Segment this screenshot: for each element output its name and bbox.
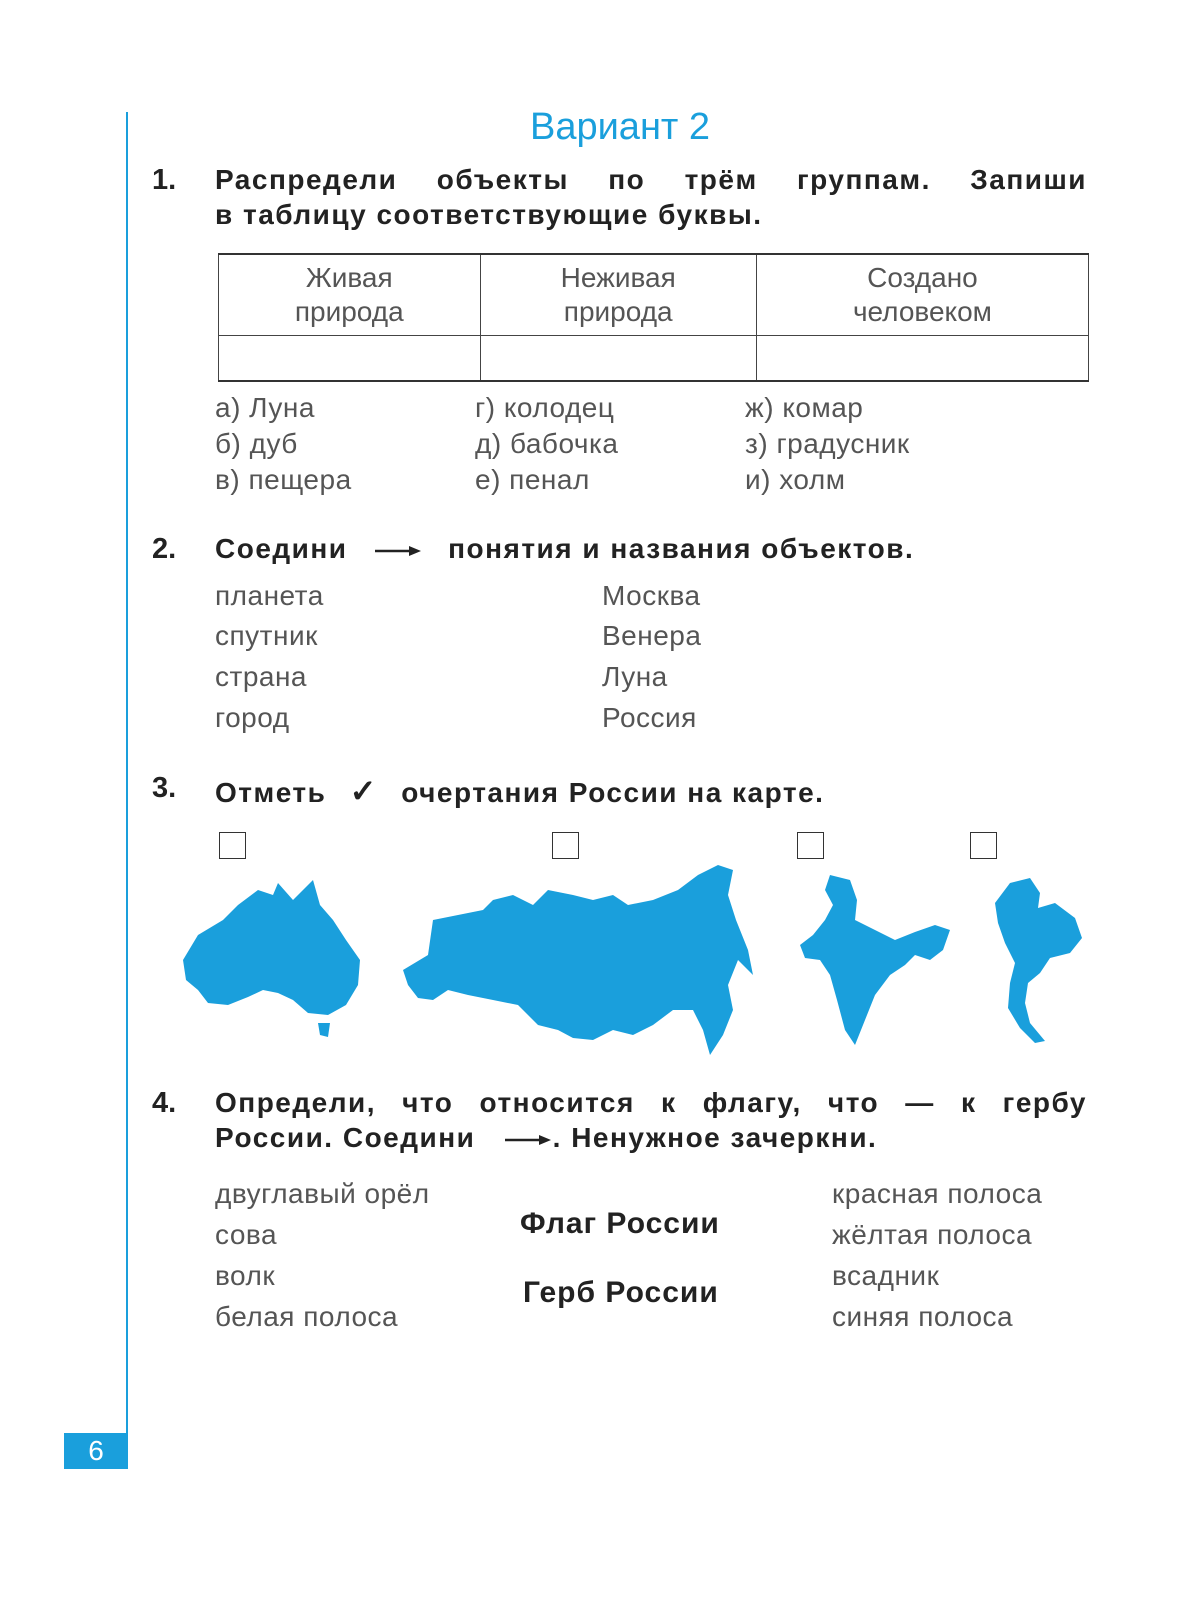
task3-text: Отметь (215, 777, 327, 808)
header-text: природа (563, 296, 673, 327)
arrow-icon (373, 544, 423, 558)
answer-cell-nonliving[interactable] (480, 336, 756, 382)
task1-instruction-line2: в таблицу соответствующие буквы. (215, 199, 763, 230)
task2-text: Соедини (215, 533, 348, 564)
symbol-item[interactable]: синяя полоса (832, 1301, 1014, 1332)
object-item[interactable]: Луна (602, 661, 668, 692)
symbol-item[interactable]: двуглавый орёл (215, 1178, 430, 1209)
object-item[interactable]: Венера (602, 620, 702, 651)
item: г) колодец (475, 392, 615, 423)
checkbox-russia[interactable] (552, 832, 579, 859)
task4-number: 4. (152, 1087, 177, 1119)
thailand-map-icon (990, 873, 1085, 1048)
page-number: 6 (64, 1433, 128, 1469)
task1-instruction-line1: Распредели объекты по трём группам. Запиши (215, 164, 1087, 195)
symbol-item[interactable]: сова (215, 1219, 278, 1250)
header-text: Живая (305, 262, 393, 293)
task4-instruction-line1: Определи, что относится к флагу, что — к гербу (215, 1087, 1087, 1118)
symbol-item[interactable]: красная полоса (832, 1178, 1043, 1209)
australia-map-icon (178, 875, 368, 1045)
task2-instruction (215, 533, 914, 565)
header-text: Создано (867, 262, 978, 293)
india-map-icon (795, 870, 955, 1050)
symbol-item[interactable]: волк (215, 1260, 276, 1291)
coat-of-arms-label[interactable]: Герб России (523, 1276, 719, 1309)
page-title: Вариант 2 (529, 106, 711, 148)
item: е) пенал (475, 464, 590, 495)
russia-map-icon (398, 860, 758, 1060)
item: и) холм (745, 464, 846, 495)
task2-number: 2. (152, 533, 177, 565)
item: а) Луна (215, 392, 315, 423)
item: з) градусник (745, 428, 910, 459)
symbol-item[interactable]: жёлтая полоса (832, 1219, 1033, 1250)
classification-table (218, 253, 1089, 382)
flag-of-russia-label[interactable]: Флаг России (520, 1207, 720, 1240)
task4-instruction-line2 (215, 1122, 877, 1154)
object-item[interactable]: Россия (602, 702, 697, 733)
item: д) бабочка (475, 428, 619, 459)
margin-line (126, 112, 128, 1468)
task4-text: России. Соедини (215, 1122, 476, 1153)
task1-number: 1. (152, 164, 177, 196)
task3-number: 3. (152, 772, 177, 804)
concept-item[interactable]: планета (215, 580, 324, 611)
checkmark-icon: ✓ (349, 773, 378, 809)
header-manmade (756, 254, 1088, 336)
header-living (219, 254, 481, 336)
symbol-item[interactable]: белая полоса (215, 1301, 399, 1332)
symbol-item[interactable]: всадник (832, 1260, 940, 1291)
header-nonliving (480, 254, 756, 336)
item: ж) комар (745, 392, 864, 423)
task3-instruction (215, 772, 824, 810)
concept-item[interactable]: город (215, 702, 290, 733)
object-item[interactable]: Москва (602, 580, 701, 611)
header-text: человеком (852, 296, 992, 327)
arrow-icon (503, 1133, 553, 1147)
checkbox-thailand[interactable] (970, 832, 997, 859)
item: в) пещера (215, 464, 352, 495)
concept-item[interactable]: страна (215, 661, 308, 692)
task4-text: . Ненужное зачеркни. (552, 1122, 878, 1153)
header-text: Неживая (560, 262, 676, 293)
answer-cell-manmade[interactable] (756, 336, 1088, 382)
concept-item[interactable]: спутник (215, 620, 318, 651)
task2-text: понятия и названия объектов. (448, 533, 915, 564)
checkbox-india[interactable] (797, 832, 824, 859)
task3-text: очертания России на карте. (401, 777, 825, 808)
header-text: природа (294, 296, 404, 327)
checkbox-australia[interactable] (219, 832, 246, 859)
answer-cell-living[interactable] (219, 336, 481, 382)
item: б) дуб (215, 428, 298, 459)
